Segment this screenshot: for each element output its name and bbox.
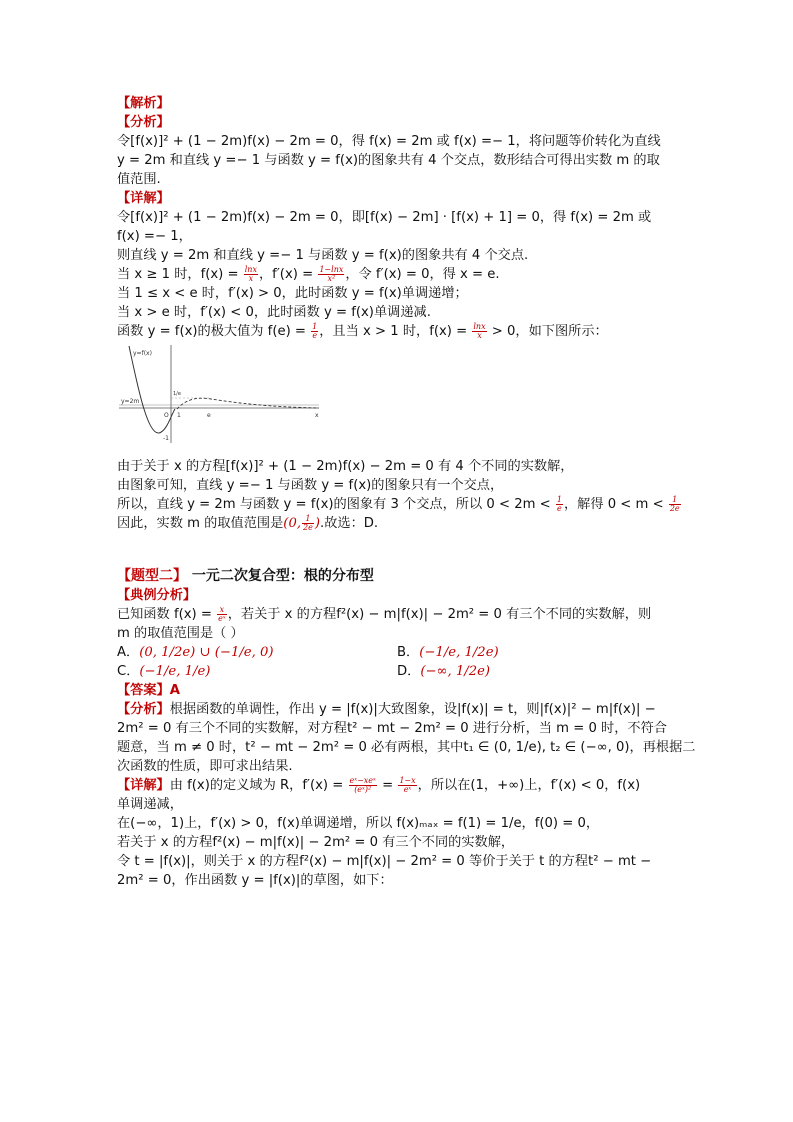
example-heading: 【典例分析】: [117, 588, 197, 603]
options-row-2: [117, 662, 677, 681]
detail-line-2: f(x) =− 1，: [117, 229, 192, 244]
answer-detail-line-3: 在(−∞，1)上，f′(x) > 0，f(x)单调递增，所以 f(x)ₘₐₓ = f(1) = 1/e，f(0) = 0，: [117, 816, 600, 831]
detail-line-5: 当 1 ≤ x < e 时，f′(x) > 0，此时函数 y = f(x)单调递增；: [117, 286, 468, 301]
option-c-text: (−1/e, 1/e): [139, 664, 211, 679]
answer-analysis-line-1: [117, 700, 677, 719]
detail-line-1: 令[f(x)]² + (1 − 2m)f(x) − 2m = 0，即[f(x) − 2m] · [f(x) + 1] = 0，得 f(x) = 2m 或: [117, 210, 652, 225]
text: 所以，直线 y = 2m 与函数 y = f(x)的图象有 3 个交点，所以 0 < 2m <: [117, 497, 555, 512]
label-e: e: [207, 412, 211, 419]
answer-analysis-line-3: 题意，当 m ≠ 0 时，t² − mt − 2m² = 0 必有两根，其中t₁ ∈ (0, 1/e), t₂ ∈ (−∞, 0)，再根据二: [117, 740, 696, 755]
fraction-one-over-e-2: $\frac{1}{e}$: [556, 494, 562, 513]
document-page: [117, 94, 696, 890]
answer-detail-line-1: [117, 776, 677, 795]
text: ，f′(x) =: [258, 267, 318, 282]
range-open-paren: (0,: [283, 516, 302, 531]
conclusion-line-2: 由图象可知，直线 y =− 1 与函数 y = f(x)的图象只有一个交点，: [117, 478, 504, 493]
fraction-one-over-2e-range: $\frac{1}{2e}$: [303, 513, 313, 532]
option-a-label: A．: [117, 645, 140, 660]
answer-analysis-line-2: 2m² = 0 有三个不同的实数解，对方程t² − mt − 2m² = 0 进行分析，当 m = 0 时，不符合: [117, 721, 667, 736]
answer-line: 【答案】A: [117, 683, 180, 698]
option-a[interactable]: [117, 645, 274, 660]
problem-stem-line-1: [117, 605, 677, 624]
label-y-2m: y=2m: [121, 398, 140, 405]
option-a-text: (0, 1/2e) ∪ (−1/e, 0): [139, 645, 274, 660]
fraction-derivative-1: $\frac{\text{eˣ−xeˣ}}{\text{(eˣ)²}}$: [349, 775, 376, 794]
option-d[interactable]: [397, 662, 490, 681]
fraction-derivative: $\frac{1-\ln x}{\text{x²}}$: [319, 264, 344, 283]
curve-right-branch: [177, 398, 319, 409]
label-origin: O: [164, 412, 169, 419]
text: ，且当 x > 1 时，f(x) =: [319, 324, 472, 339]
option-d-text: (−∞, 1/2e): [420, 664, 491, 679]
curve-left-branch: [129, 346, 175, 433]
label-neg-one: -1: [163, 435, 169, 442]
text: ，所以在(1，+∞)上，f′(x) < 0，f(x): [417, 778, 641, 793]
text: 由 f(x)的定义域为 R，f′(x) =: [169, 778, 348, 793]
option-b[interactable]: [397, 643, 499, 662]
text: ，解得 0 < m <: [563, 497, 668, 512]
text: 根据函数的单调性，作出 y = |f(x)|大致图象，设|f(x)| = t，则|f(x)|² − m|f(x)| −: [169, 702, 656, 717]
detail-heading: 【详解】: [117, 191, 170, 206]
answer-detail-line-6: 2m² = 0，作出函数 y = |f(x)|的草图，如下：: [117, 873, 393, 888]
conclusion-line-4: [117, 514, 677, 533]
answer-detail-heading: 【详解】: [117, 778, 170, 793]
detail-line-7: [117, 322, 677, 341]
answer-analysis-heading: 【分析】: [117, 702, 170, 717]
analysis-heading: 【分析】: [117, 115, 170, 130]
fraction-lnx-over-x: $\frac{\ln x}{x}$: [244, 264, 257, 283]
section-tag: 【题型二】: [117, 568, 187, 584]
text: ，若关于 x 的方程f²(x) − m|f(x)| − 2m² = 0 有三个不同的实数解，则: [227, 607, 652, 622]
options-row-1: [117, 643, 677, 662]
conclusion-line-3: [117, 494, 680, 514]
problem-stem-line-2: m 的取值范围是（ ）: [117, 626, 244, 641]
solution-heading: 【解析】: [117, 96, 170, 111]
label-one: 1: [177, 412, 181, 419]
answer-analysis-line-4: 次函数的性质，即可求出结果.: [117, 759, 293, 774]
answer-detail-line-4: 若关于 x 的方程f²(x) − m|f(x)| − 2m² = 0 有三个不同的实数解，: [117, 835, 515, 850]
text: .故选：D.: [320, 516, 379, 531]
conclusion-line-1: 由于关于 x 的方程[f(x)]² + (1 − 2m)f(x) − 2m = 0 有 4 个不同的实数解，: [117, 459, 574, 474]
text: > 0，如下图所示：: [487, 324, 608, 339]
detail-line-3: 则直线 y = 2m 和直线 y =− 1 与函数 y = f(x)的图象共有 4 个交点.: [117, 248, 529, 263]
function-graph: [119, 343, 677, 453]
text: 函数 y = f(x)的极大值为 f(e) =: [117, 324, 311, 339]
analysis-line-1: 令[f(x)]² + (1 − 2m)f(x) − 2m = 0，得 f(x) = 2m 或 f(x) =− 1，将问题等价转化为直线: [117, 134, 661, 149]
option-d-label: D．: [397, 664, 421, 679]
spacer: [117, 533, 677, 567]
answer-detail-line-2: 单调递减，: [117, 797, 183, 812]
fraction-one-over-2e: $\frac{1}{2e}$: [669, 494, 680, 513]
section-title: [117, 567, 677, 586]
text: 当 x ≥ 1 时，f(x) =: [117, 267, 243, 282]
text: =: [377, 778, 398, 793]
label-x: x: [315, 412, 319, 419]
fraction-lnx-over-x-2: $\frac{\ln x}{x}$: [473, 321, 486, 340]
detail-line-6: 当 x > e 时，f′(x) < 0，此时函数 y = f(x)单调递减.: [117, 305, 431, 320]
answer-detail-line-5: 令 t = |f(x)|，则关于 x 的方程f²(x) − m|f(x)| − 2m² = 0 等价于关于 t 的方程t² − mt −: [117, 854, 652, 869]
range-close-paren: ): [314, 516, 321, 531]
label-one-over-e: 1/e: [173, 391, 181, 397]
option-c-label: C．: [117, 664, 140, 679]
option-b-label: B．: [397, 645, 420, 660]
text: 因此，实数 m 的取值范围是: [117, 516, 284, 531]
fraction-one-over-e: $\frac{1}{e}$: [312, 321, 318, 340]
detail-line-4: [117, 265, 677, 284]
analysis-line-3: 值范围.: [117, 172, 161, 187]
analysis-line-2: y = 2m 和直线 y =− 1 与函数 y = f(x)的图象共有 4 个交点，数形结合可得出实数 m 的取: [117, 153, 660, 168]
fraction-derivative-2: $\frac{1-x}{\text{eˣ}}$: [399, 775, 416, 794]
text: 已知函数 f(x) =: [117, 607, 217, 622]
label-y-f: y=f(x): [133, 350, 152, 357]
section-title-text: 一元二次复合型：根的分布型: [187, 568, 374, 584]
option-c[interactable]: [117, 664, 210, 679]
text: ，令 f′(x) = 0，得 x = e.: [345, 267, 500, 282]
fraction-x-over-ex: $\frac{x}{\text{eˣ}}$: [218, 604, 226, 623]
option-b-text: (−1/e, 1/2e): [419, 645, 499, 660]
graph-svg: [119, 343, 329, 447]
